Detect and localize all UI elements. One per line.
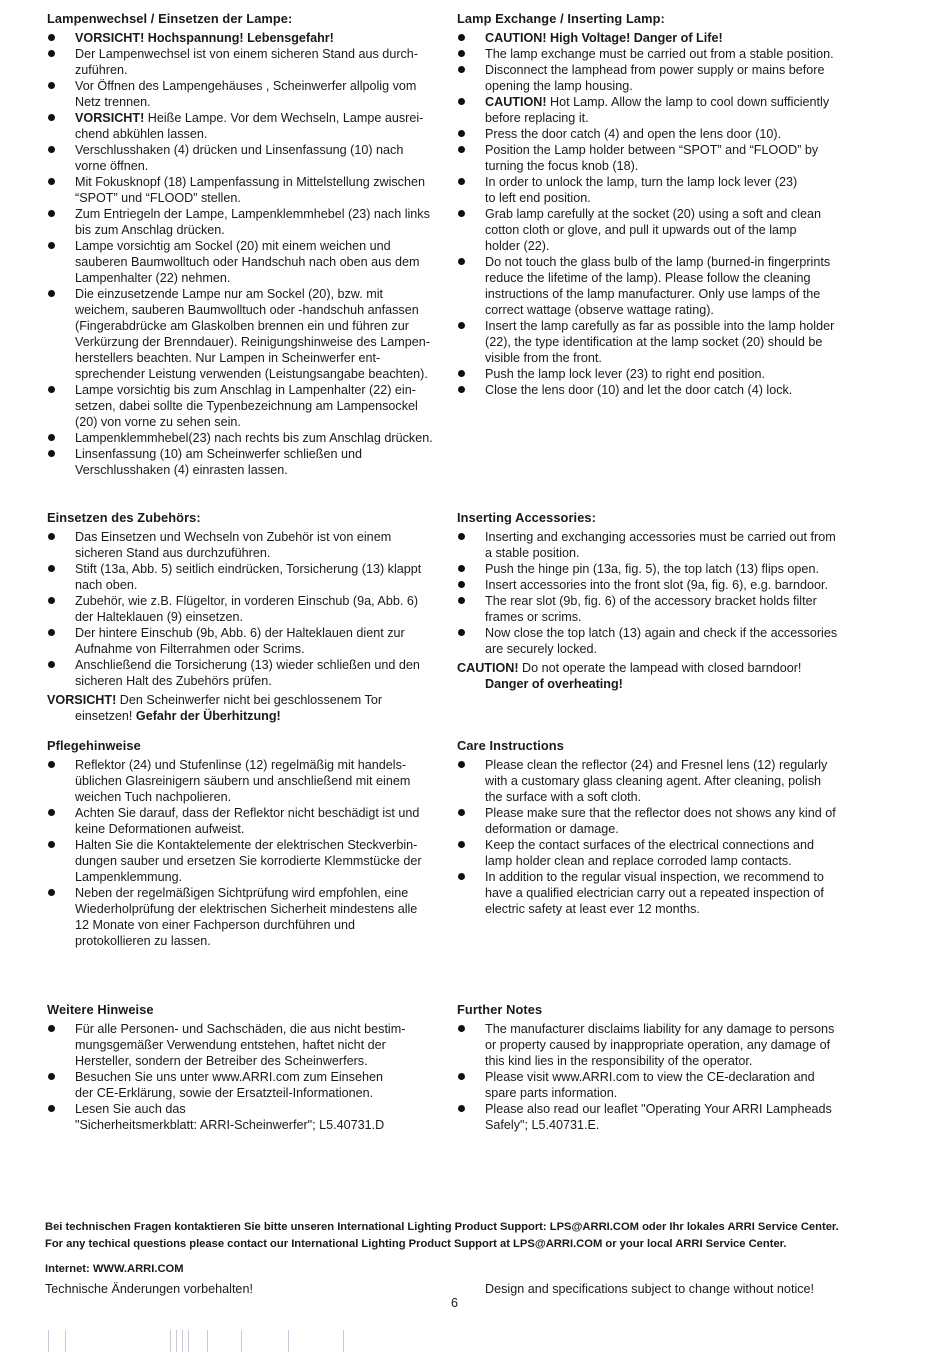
item-text: The lamp exchange must be carried out from a stable position. [485, 47, 834, 61]
section-title: Further Notes [457, 1002, 543, 1017]
print-marks [45, 1330, 465, 1352]
bullet-icon [48, 1025, 55, 1032]
item-text: Reflektor (24) und Stufenlinse (12) regelmäßig mit handels- üblichen Glasreinigern säubern und anschließend mit einem weichen Tuch nachpolieren. [75, 758, 411, 804]
bullet-icon [48, 434, 55, 441]
bullet-icon [48, 386, 55, 393]
item-text: Verschlusshaken (4) drücken und Linsenfassung (10) nach vorne öffnen. [75, 143, 404, 173]
bullet-icon [48, 210, 55, 217]
bullet-icon [458, 1025, 465, 1032]
item-text: Insert accessories into the front slot (9a, fig. 6), e.g. barndoor. [485, 578, 829, 592]
item-text: Press the door catch (4) and open the lens door (10). [485, 127, 782, 141]
bullet-icon [48, 178, 55, 185]
list-item [457, 805, 862, 837]
list-item [457, 46, 862, 62]
list-item [457, 94, 862, 126]
bullet-icon [458, 322, 465, 329]
bullet-list [47, 529, 452, 689]
bullet-list [47, 1021, 452, 1133]
en-change-notice: Design and specifications subject to change without notice! [485, 1282, 815, 1296]
item-text: The manufacturer disclaims liability for any damage to persons or property caused by inappropriate operation, any damage of this kind lies in the responsibility of the operator. [485, 1022, 835, 1068]
item-text: Lesen Sie auch das "Sicherheitsmerkblatt: ARRI-Scheinwerfer"; L5.40731.D [75, 1102, 385, 1132]
item-text: Linsenfassung (10) am Scheinwerfer schließen und Verschlusshaken (4) einrasten lassen. [75, 447, 363, 477]
bullet-icon [458, 629, 465, 636]
bullet-icon [458, 210, 465, 217]
list-item [457, 561, 862, 577]
bullet-icon [458, 597, 465, 604]
item-text: Keep the contact surfaces of the electrical connections and lamp holder clean and replace corroded lamp contacts. [485, 838, 815, 868]
bullet-list [47, 30, 452, 478]
item-text: Vor Öffnen des Lampengehäuses , Scheinwerfer allpolig vom Netz trennen. [75, 79, 417, 109]
bullet-icon [48, 82, 55, 89]
item-text: Now close the top latch (13) again and check if the accessories are securely locked. [485, 626, 838, 656]
list-item [457, 1069, 862, 1101]
caution-label: VORSICHT! [47, 693, 117, 707]
item-text: Halten Sie die Kontaktelemente der elektrischen Steckverbin- dungen sauber und ersetzen Sie korrodierte Klemmstücke der Lampenklemmung. [75, 838, 422, 884]
bullet-icon [458, 98, 465, 105]
caution-warning: Gefahr der Überhitzung! [135, 709, 281, 723]
item-text: Für alle Personen- und Sachschäden, die aus nicht bestim- mungsgemäßer Verwendung entstehen, haftet nicht der Hersteller, sondern der Betreiber des Scheinwerfers. [75, 1022, 406, 1068]
support-contact-en: For any techical questions please contact our International Lighting Product Support at LPS@ARRI.COM or your local ARRI Service Center. [45, 1238, 787, 1250]
section-title: Lampenwechsel / Einsetzen der Lampe: [47, 11, 293, 26]
item-text: Der Lampenwechsel ist von einem sicheren Stand aus durch- zuführen. [75, 47, 419, 77]
list-item [47, 1069, 452, 1101]
list-item [457, 577, 862, 593]
item-text: Achten Sie darauf, dass der Reflektor nicht beschädigt ist und keine Deformationen aufweist. [75, 806, 420, 836]
item-text: Stift (13a, Abb. 5) seitlich eindrücken, Torsicherung (13) klappt nach oben. [75, 562, 422, 592]
en-lamp-section [457, 11, 862, 398]
bullet-icon [48, 242, 55, 249]
page-number: 6 [451, 1296, 459, 1310]
item-text: Grab lamp carefully at the socket (20) using a soft and clean cotton cloth or glove, and pull it upwards out of the lamp holder (22). [485, 207, 822, 253]
bullet-icon [48, 1073, 55, 1080]
bullet-icon [48, 34, 55, 41]
bullet-icon [48, 146, 55, 153]
caution-warning: Danger of overheating! [485, 677, 623, 691]
bullet-icon [458, 581, 465, 588]
list-item [457, 837, 862, 869]
bullet-icon [48, 533, 55, 540]
de-lamp-section [47, 11, 452, 478]
bullet-icon [48, 50, 55, 57]
list-item [47, 206, 452, 238]
item-text: Close the lens door (10) and let the door catch (4) lock. [485, 383, 793, 397]
list-item [457, 318, 862, 366]
section-title: Inserting Accessories: [457, 510, 596, 525]
item-text: Push the lamp lock lever (23) to right end position. [485, 367, 766, 381]
item-text: Please make sure that the reflector does not shows any kind of deformation or damage. [485, 806, 836, 836]
item-emphasis: VORSICHT! Hochspannung! Lebensgefahr! [75, 31, 334, 45]
de-change-notice: Technische Änderungen vorbehalten! [45, 1282, 253, 1296]
section-title: Weitere Hinweise [47, 1002, 154, 1017]
internet-link[interactable]: Internet: WWW.ARRI.COM [45, 1263, 184, 1275]
bullet-icon [48, 889, 55, 896]
bullet-icon [48, 565, 55, 572]
bullet-icon [458, 533, 465, 540]
item-text: Anschließend die Torsicherung (13) wieder schließen und den sicheren Halt des Zubehörs prüfen. [75, 658, 420, 688]
list-item [47, 238, 452, 286]
caution-note [47, 692, 452, 724]
list-item [47, 1101, 452, 1133]
list-item [47, 757, 452, 805]
de-care-section [47, 738, 452, 949]
bullet-icon [458, 873, 465, 880]
item-text: The rear slot (9b, fig. 6) of the accessory bracket holds filter frames or scrims. [485, 594, 817, 624]
list-item [47, 593, 452, 625]
bullet-icon [48, 597, 55, 604]
list-item [457, 62, 862, 94]
item-text: Please also read our leaflet "Operating Your ARRI Lampheads Safely"; L5.40731.E. [485, 1102, 832, 1132]
bullet-list [457, 529, 862, 657]
item-text: Das Einsetzen und Wechseln von Zubehör ist von einem sicheren Stand aus durchzuführen. [75, 530, 392, 560]
bullet-icon [458, 1105, 465, 1112]
en-care-section [457, 738, 862, 917]
bullet-icon [458, 1073, 465, 1080]
list-item [47, 561, 452, 593]
caution-note [457, 660, 862, 692]
list-item [457, 382, 862, 398]
list-item [47, 657, 452, 689]
bullet-list [457, 757, 862, 917]
item-text: Lampe vorsichtig bis zum Anschlag in Lampenhalter (22) ein- setzen, dabei sollte die Typenbezeichnung am Lampensockel (20) von vorne zu sehen sein. [75, 383, 418, 429]
section-title: Care Instructions [457, 738, 564, 753]
bullet-icon [458, 258, 465, 265]
de-accessories-section [47, 510, 452, 724]
item-text: Neben der regelmäßigen Sichtprüfung wird empfohlen, eine Wiederholprüfung der elektrischen Sicherheit mindestens alle 12 Monate von einer Fachperson durchführen und protokollieren zu lassen. [75, 886, 418, 948]
bullet-icon [48, 1105, 55, 1112]
list-item [457, 142, 862, 174]
list-item [457, 366, 862, 382]
bullet-icon [458, 130, 465, 137]
item-text: In addition to the regular visual inspection, we recommend to have a qualified electrician carry out a repeated inspection of electric safety at least ever 12 months. [485, 870, 824, 916]
item-text: Position the Lamp holder between “SPOT” and “FLOOD” by turning the focus knob (18). [485, 143, 819, 173]
list-item [457, 757, 862, 805]
item-emphasis: VORSICHT! [75, 111, 145, 125]
item-text: Zubehör, wie z.B. Flügeltor, in vorderen Einschub (9a, Abb. 6) der Halteklauen (9) einsetzen. [75, 594, 419, 624]
item-text: Disconnect the lamphead from power supply or mains before opening the lamp housing. [485, 63, 825, 93]
list-item [47, 110, 452, 142]
bullet-icon [458, 178, 465, 185]
list-item [47, 529, 452, 561]
item-text: Besuchen Sie uns unter www.ARRI.com zum Einsehen der CE-Erklärung, sowie der Ersatzteil-Informationen. [75, 1070, 383, 1100]
list-item [47, 46, 452, 78]
list-item [457, 1101, 862, 1133]
bullet-list [457, 30, 862, 398]
caution-text: Den Scheinwerfer nicht bei geschlossenem Tor [116, 693, 383, 707]
caution-text: Do not operate the lampead with closed barndoor! [518, 661, 802, 675]
list-item [457, 1021, 862, 1069]
bullet-icon [458, 370, 465, 377]
list-item [47, 1021, 452, 1069]
bullet-list [457, 1021, 862, 1133]
item-text: Please clean the reflector (24) and Fresnel lens (12) regularly with a customary glass cleaning agent. After cleaning, polish the surface with a soft cloth. [485, 758, 828, 804]
item-text: Die einzusetzende Lampe nur am Sockel (20), bzw. mit weichem, sauberen Baumwolltuch oder -handschuh anfassen (Fingerabdrücke am Glaskolben brennen ein und führen zur Verkürzung der Brenndauer). Reinigungshinweise des Lampen- herstellers beachten. Nur Lampen in Scheinwerfer ent- sprechender Leistung verwenden (Leistungsangabe beachten). [75, 287, 430, 381]
list-item [47, 30, 452, 46]
item-emphasis: CAUTION! [485, 95, 547, 109]
item-text: Push the hinge pin (13a, fig. 5), the top latch (13) flips open. [485, 562, 819, 576]
item-text: Do not touch the glass bulb of the lamp (burned-in fingerprints reduce the lifetime of the lamp). Please follow the cleaning instructions of the lamp manufacturer. Only use lamps of the correct wattage (observe wattage rating). [485, 255, 831, 317]
item-text: In order to unlock the lamp, turn the lamp lock lever (23) to left end position. [485, 175, 798, 205]
list-item [457, 593, 862, 625]
bullet-icon [458, 761, 465, 768]
bullet-icon [458, 809, 465, 816]
bullet-icon [48, 290, 55, 297]
bullet-icon [48, 450, 55, 457]
section-title: Einsetzen des Zubehörs: [47, 510, 201, 525]
item-text: Please visit www.ARRI.com to view the CE-declaration and spare parts information. [485, 1070, 815, 1100]
bullet-icon [458, 66, 465, 73]
list-item [47, 625, 452, 657]
bullet-icon [458, 146, 465, 153]
bullet-icon [458, 565, 465, 572]
list-item [47, 142, 452, 174]
list-item [457, 30, 862, 46]
list-item [457, 206, 862, 254]
bullet-icon [48, 661, 55, 668]
list-item [457, 869, 862, 917]
item-text: Der hintere Einschub (9b, Abb. 6) der Halteklauen dient zur Aufnahme von Filterrahmen oder Scrims. [75, 626, 405, 656]
list-item [457, 174, 862, 206]
list-item [47, 382, 452, 430]
bullet-icon [458, 34, 465, 41]
list-item [47, 286, 452, 382]
bullet-icon [48, 841, 55, 848]
bullet-list [47, 757, 452, 949]
support-contact-de: Bei technischen Fragen kontaktieren Sie bitte unseren International Lighting Product Support: LPS@ARRI.COM oder Ihr lokales ARRI Service Center. [45, 1221, 839, 1233]
item-text: Lampenklemmhebel(23) nach rechts bis zum Anschlag drücken. [75, 431, 433, 445]
bullet-icon [48, 809, 55, 816]
item-text: Inserting and exchanging accessories must be carried out from a stable position. [485, 530, 836, 560]
item-text: Mit Fokusknopf (18) Lampenfassung in Mittelstellung zwischen “SPOT” und “FLOOD” stellen. [75, 175, 425, 205]
bullet-icon [48, 761, 55, 768]
item-text: Lampe vorsichtig am Sockel (20) mit einem weichen und sauberen Baumwolltuch oder Handschuh nach oben aus dem Lampenhalter (22) nehmen. [75, 239, 420, 285]
bullet-icon [458, 50, 465, 57]
list-item [457, 126, 862, 142]
section-title: Lamp Exchange / Inserting Lamp: [457, 11, 665, 26]
list-item [47, 430, 452, 446]
bullet-icon [48, 114, 55, 121]
list-item [47, 805, 452, 837]
list-item [47, 174, 452, 206]
list-item [47, 837, 452, 885]
bullet-icon [458, 841, 465, 848]
list-item [47, 885, 452, 949]
bullet-icon [48, 629, 55, 636]
item-text: Heiße Lampe. Vor dem Wechseln, Lampe ausrei- chend abkühlen lassen. [75, 111, 424, 141]
bullet-icon [458, 386, 465, 393]
item-text: Hot Lamp. Allow the lamp to cool down sufficiently before replacing it. [485, 95, 830, 125]
list-item [47, 78, 452, 110]
item-emphasis: CAUTION! High Voltage! Danger of Life! [485, 31, 723, 45]
list-item [457, 625, 862, 657]
item-text: Zum Entriegeln der Lampe, Lampenklemmhebel (23) nach links bis zum Anschlag drücken. [75, 207, 430, 237]
caution-text-line2: einsetzen! [75, 709, 136, 723]
list-item [457, 529, 862, 561]
en-notes-section [457, 1002, 862, 1133]
de-notes-section [47, 1002, 452, 1133]
list-item [457, 254, 862, 318]
section-title: Pflegehinweise [47, 738, 141, 753]
list-item [47, 446, 452, 478]
item-text: Insert the lamp carefully as far as possible into the lamp holder (22), the type identification at the lamp socket (20) should be visible from the front. [485, 319, 835, 365]
en-accessories-section [457, 510, 862, 692]
caution-label: CAUTION! [457, 661, 519, 675]
